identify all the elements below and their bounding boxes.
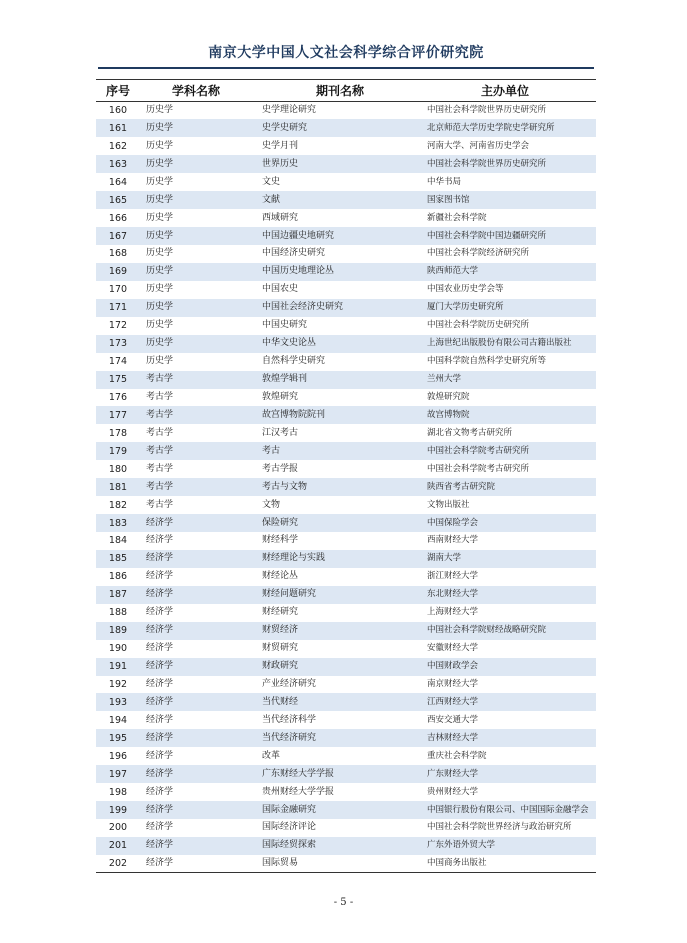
- sponsor-cell: 国家图书馆: [427, 194, 470, 205]
- table-row: [96, 335, 596, 353]
- table-row: [96, 317, 596, 335]
- subject-cell: 经济学: [146, 750, 174, 761]
- table-row: [96, 263, 596, 281]
- subject-cell: 经济学: [146, 661, 174, 672]
- row-number: 182: [108, 499, 128, 511]
- row-number: 201: [108, 840, 128, 852]
- row-number: 175: [108, 374, 128, 386]
- journal-name-cell: 文献: [262, 194, 281, 205]
- subject-cell: 历史学: [146, 140, 174, 151]
- journal-name-cell: 财经科学: [262, 535, 299, 546]
- subject-cell: 考古学: [146, 481, 174, 492]
- row-number: 179: [108, 445, 128, 457]
- table-row: [96, 353, 596, 371]
- sponsor-cell: 敦煌研究院: [427, 391, 470, 402]
- journal-name-cell: 国际经济评论: [262, 822, 317, 833]
- sponsor-cell: 南京财经大学: [427, 678, 479, 689]
- sponsor-cell: 中华书局: [427, 176, 462, 187]
- column-header-number: 序号: [96, 80, 140, 102]
- row-number: 180: [108, 463, 128, 475]
- subject-cell: 历史学: [146, 158, 174, 169]
- journal-name-cell: 世界历史: [262, 158, 299, 169]
- journal-name-cell: 广东财经大学学报: [262, 768, 335, 779]
- journal-name-cell: 中国农史: [262, 284, 299, 295]
- sponsor-cell: 贵州财经大学: [427, 786, 479, 797]
- journal-name-cell: 故宫博物院院刊: [262, 409, 326, 420]
- row-number: 168: [108, 248, 128, 260]
- journal-name-cell: 财经研究: [262, 607, 299, 618]
- journal-name-cell: 财经理论与实践: [262, 553, 326, 564]
- row-number: 185: [108, 553, 128, 565]
- sponsor-cell: 湖南大学: [427, 553, 462, 564]
- row-number: 202: [96, 855, 140, 873]
- journal-name-cell: 财贸研究: [262, 643, 299, 654]
- sponsor-cell: 中国保险学会: [427, 517, 479, 528]
- table-row: [96, 371, 596, 389]
- sponsor-cell: 文物出版社: [427, 499, 470, 510]
- table-row: [96, 173, 596, 191]
- row-number: 161: [108, 122, 128, 134]
- sponsor-cell: 中国农业历史学会等: [427, 284, 504, 295]
- row-number: 184: [108, 535, 128, 547]
- journal-name-cell: 财经论丛: [262, 571, 299, 582]
- row-number: 197: [108, 768, 128, 780]
- table-row: [96, 245, 596, 263]
- subject-cell: 历史学: [146, 176, 174, 187]
- table-row: [96, 532, 596, 550]
- subject-cell: 经济学: [146, 553, 174, 564]
- table-row: [96, 281, 596, 299]
- journal-name-cell: 财贸经济: [262, 625, 299, 636]
- row-number: 165: [108, 194, 128, 206]
- sponsor-cell: 西南财经大学: [427, 535, 479, 546]
- table-row: [96, 478, 596, 496]
- table-row: [96, 137, 596, 155]
- journal-name-cell: 国际贸易: [256, 855, 423, 873]
- sponsor-cell: 广东外语外贸大学: [427, 840, 496, 851]
- journal-name-cell: 产业经济研究: [262, 678, 317, 689]
- subject-cell: 经济学: [146, 571, 174, 582]
- table-row: [96, 389, 596, 407]
- column-header-journal: 期刊名称: [256, 80, 423, 102]
- subject-cell: 经济学: [140, 855, 256, 873]
- subject-cell: 历史学: [146, 230, 174, 241]
- sponsor-cell: 中国社会科学院中国边疆研究所: [427, 230, 547, 241]
- column-header-subject: 学科名称: [140, 80, 256, 102]
- sponsor-cell: 湖北省文物考古研究所: [427, 427, 513, 438]
- subject-cell: 经济学: [146, 589, 174, 600]
- journal-name-cell: 中国经济史研究: [262, 248, 326, 259]
- journal-name-cell: 敦煌学辑刊: [262, 374, 308, 385]
- table-row: [96, 837, 596, 855]
- journal-name-cell: 国际金融研究: [262, 804, 317, 815]
- table-body: [96, 102, 596, 873]
- sponsor-cell: 中国社会科学院历史研究所: [427, 320, 530, 331]
- table-row: [96, 514, 596, 532]
- row-number: 194: [108, 714, 128, 726]
- journal-name-cell: 文物: [262, 499, 281, 510]
- table-row: [96, 586, 596, 604]
- row-number: 183: [108, 517, 128, 529]
- row-number: 163: [108, 158, 128, 170]
- sponsor-cell: 北京师范大学历史学院史学研究所: [427, 122, 555, 133]
- sponsor-cell: 厦门大学历史研究所: [427, 302, 504, 313]
- row-number: 196: [108, 750, 128, 762]
- row-number: 195: [108, 732, 128, 744]
- sponsor-cell: 吉林财经大学: [427, 732, 479, 743]
- table-row: [96, 191, 596, 209]
- row-number: 191: [108, 661, 128, 673]
- table-row: [96, 227, 596, 245]
- subject-cell: 经济学: [146, 804, 174, 815]
- journal-name-cell: 自然科学史研究: [262, 356, 326, 367]
- sponsor-cell: 故宫博物院: [427, 409, 470, 420]
- sponsor-cell: 上海世纪出版股份有限公司古籍出版社: [427, 338, 572, 349]
- journal-name-cell: 当代经济研究: [262, 732, 317, 743]
- row-number: 169: [108, 266, 128, 278]
- subject-cell: 经济学: [146, 678, 174, 689]
- row-number: 199: [108, 804, 128, 816]
- row-number: 162: [108, 140, 128, 152]
- row-number: 187: [108, 589, 128, 601]
- table-row: [96, 676, 596, 694]
- row-number: 167: [108, 230, 128, 242]
- subject-cell: 经济学: [146, 517, 174, 528]
- subject-cell: 考古学: [146, 391, 174, 402]
- sponsor-cell: 上海财经大学: [427, 607, 479, 618]
- sponsor-cell: 兰州大学: [427, 374, 462, 385]
- subject-cell: 经济学: [146, 714, 174, 725]
- sponsor-cell: 中国商务出版社: [423, 855, 596, 873]
- subject-cell: 历史学: [146, 194, 174, 205]
- journal-name-cell: 贵州财经大学学报: [262, 786, 335, 797]
- row-number: 200: [108, 822, 128, 834]
- journal-name-cell: 中国史研究: [262, 320, 308, 331]
- journal-name-cell: 考古与文物: [262, 481, 308, 492]
- subject-cell: 考古学: [146, 445, 174, 456]
- sponsor-cell: 中国银行股份有限公司、中国国际金融学会: [427, 804, 589, 815]
- table-row: [96, 442, 596, 460]
- sponsor-cell: 中国社会科学院财经战略研究院: [427, 625, 547, 636]
- row-number: 166: [108, 212, 128, 224]
- subject-cell: 考古学: [146, 499, 174, 510]
- table-row: [96, 406, 596, 424]
- table-header-row: [96, 80, 596, 102]
- sponsor-cell: 中国社会科学院世界经济与政治研究所: [427, 822, 572, 833]
- table-row: [96, 119, 596, 137]
- sponsor-cell: 安徽财经大学: [427, 643, 479, 654]
- journal-name-cell: 西域研究: [262, 212, 299, 223]
- subject-cell: 经济学: [146, 786, 174, 797]
- row-number: 192: [108, 678, 128, 690]
- table-row: [96, 424, 596, 442]
- table-row: [96, 568, 596, 586]
- page-number: - 5 -: [333, 897, 354, 908]
- subject-cell: 历史学: [146, 338, 174, 349]
- journal-name-cell: 当代财经: [262, 696, 299, 707]
- subject-cell: 历史学: [146, 356, 174, 367]
- journal-name-cell: 史学月刊: [262, 140, 299, 151]
- table-row: [96, 209, 596, 227]
- subject-cell: 经济学: [146, 625, 174, 636]
- table-row: [96, 658, 596, 676]
- table-row: [96, 550, 596, 568]
- journal-name-cell: 敦煌研究: [262, 391, 299, 402]
- subject-cell: 经济学: [146, 535, 174, 546]
- sponsor-cell: 重庆社会科学院: [427, 750, 487, 761]
- row-number: 188: [108, 607, 128, 619]
- table-row: [96, 460, 596, 478]
- subject-cell: 经济学: [146, 607, 174, 618]
- subject-cell: 考古学: [146, 427, 174, 438]
- title-divider: [98, 67, 594, 69]
- sponsor-cell: 西安交通大学: [427, 714, 479, 725]
- table-row: [96, 640, 596, 658]
- table-row: [96, 604, 596, 622]
- subject-cell: 经济学: [146, 768, 174, 779]
- subject-cell: 历史学: [146, 284, 174, 295]
- table-row: [96, 299, 596, 317]
- sponsor-cell: 中国社会科学院世界历史研究所: [427, 105, 547, 116]
- sponsor-cell: 江西财经大学: [427, 696, 479, 707]
- journal-name-cell: 江汉考古: [262, 427, 299, 438]
- row-number: 172: [108, 320, 128, 332]
- subject-cell: 历史学: [146, 248, 174, 259]
- row-number: 170: [108, 284, 128, 296]
- sponsor-cell: 新疆社会科学院: [427, 212, 487, 223]
- sponsor-cell: 广东财经大学: [427, 768, 479, 779]
- subject-cell: 经济学: [146, 696, 174, 707]
- journal-name-cell: 保险研究: [262, 517, 299, 528]
- table-row: [96, 693, 596, 711]
- row-number: 181: [108, 481, 128, 493]
- journal-name-cell: 中国边疆史地研究: [262, 230, 335, 241]
- journal-name-cell: 中国社会经济史研究: [262, 302, 344, 313]
- table-row: [96, 855, 596, 873]
- table-row: [96, 622, 596, 640]
- row-number: 198: [108, 786, 128, 798]
- table-row: [96, 819, 596, 837]
- row-number: 176: [108, 391, 128, 403]
- row-number: 171: [108, 302, 128, 314]
- journal-name-cell: 中华文史论丛: [262, 338, 317, 349]
- row-number: 186: [108, 571, 128, 583]
- subject-cell: 经济学: [146, 643, 174, 654]
- table-row: [96, 765, 596, 783]
- table-row: [96, 747, 596, 765]
- row-number: 160: [108, 105, 128, 117]
- table-row: [96, 711, 596, 729]
- sponsor-cell: 中国社会科学院考古研究所: [427, 463, 530, 474]
- journal-name-cell: 考古: [262, 445, 281, 456]
- row-number: 178: [108, 427, 128, 439]
- journal-name-cell: 史学史研究: [262, 122, 308, 133]
- subject-cell: 历史学: [146, 105, 174, 116]
- table-row: [96, 729, 596, 747]
- journal-table: [96, 79, 596, 873]
- table-row: [96, 155, 596, 173]
- subject-cell: 历史学: [146, 266, 174, 277]
- column-header-sponsor: 主办单位: [423, 80, 596, 102]
- journal-name-cell: 考古学报: [262, 463, 299, 474]
- row-number: 173: [108, 338, 128, 350]
- journal-name-cell: 中国历史地理论丛: [262, 266, 335, 277]
- subject-cell: 历史学: [146, 320, 174, 331]
- sponsor-cell: 中国科学院自然科学史研究所等: [427, 356, 547, 367]
- sponsor-cell: 陕西省考古研究院: [427, 481, 496, 492]
- subject-cell: 考古学: [146, 463, 174, 474]
- journal-name-cell: 改革: [262, 750, 281, 761]
- journal-name-cell: 当代经济科学: [262, 714, 317, 725]
- sponsor-cell: 中国社会科学院经济研究所: [427, 248, 530, 259]
- row-number: 193: [108, 696, 128, 708]
- table-row: [96, 102, 596, 120]
- row-number: 190: [108, 643, 128, 655]
- row-number: 189: [108, 625, 128, 637]
- table-row: [96, 496, 596, 514]
- journal-name-cell: 文史: [262, 176, 281, 187]
- page-title: 南京大学中国人文社会科学综合评价研究院: [208, 45, 484, 61]
- table-row: [96, 801, 596, 819]
- sponsor-cell: 陕西师范大学: [427, 266, 479, 277]
- subject-cell: 经济学: [146, 732, 174, 743]
- subject-cell: 历史学: [146, 122, 174, 133]
- sponsor-cell: 中国社会科学院考古研究所: [427, 445, 530, 456]
- subject-cell: 考古学: [146, 409, 174, 420]
- subject-cell: 经济学: [146, 840, 174, 851]
- row-number: 174: [108, 356, 128, 368]
- sponsor-cell: 中国社会科学院世界历史研究所: [427, 158, 547, 169]
- subject-cell: 考古学: [146, 374, 174, 385]
- row-number: 177: [108, 409, 128, 421]
- sponsor-cell: 浙江财经大学: [427, 571, 479, 582]
- journal-name-cell: 财政研究: [262, 661, 299, 672]
- sponsor-cell: 东北财经大学: [427, 589, 479, 600]
- subject-cell: 经济学: [146, 822, 174, 833]
- sponsor-cell: 中国财政学会: [427, 661, 479, 672]
- journal-name-cell: 财经问题研究: [262, 589, 317, 600]
- sponsor-cell: 河南大学、河南省历史学会: [427, 140, 530, 151]
- subject-cell: 历史学: [146, 212, 174, 223]
- row-number: 164: [108, 176, 128, 188]
- journal-name-cell: 史学理论研究: [262, 105, 317, 116]
- table-row: [96, 783, 596, 801]
- journal-name-cell: 国际经贸探索: [262, 840, 317, 851]
- subject-cell: 历史学: [146, 302, 174, 313]
